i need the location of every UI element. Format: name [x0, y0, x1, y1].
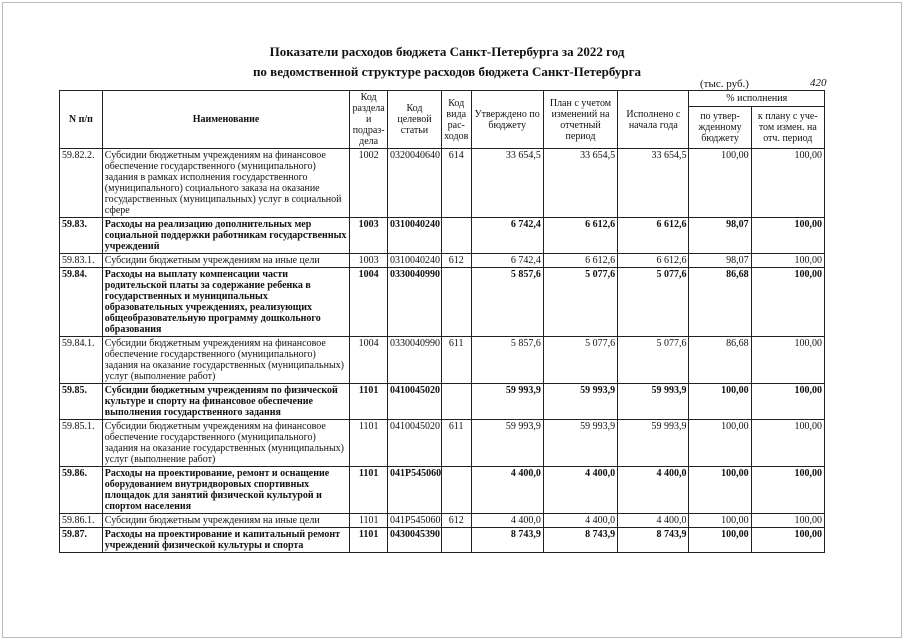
row-pct-plan: 100,00: [751, 268, 824, 337]
row-plan: 59 993,9: [543, 420, 617, 467]
row-plan: 5 077,6: [543, 268, 617, 337]
row-number: 59.84.: [60, 268, 103, 337]
table-body: [60, 149, 825, 553]
row-executed: 5 077,6: [618, 337, 689, 384]
row-target-code: 0320040640: [387, 149, 441, 218]
row-target-code: 0330040990: [387, 268, 441, 337]
row-number: 59.83.1.: [60, 254, 103, 268]
row-target-code: 0430045390: [387, 528, 441, 553]
row-plan: 4 400,0: [543, 514, 617, 528]
row-name: Субсидии бюджетным учреждениям на финансовое обеспечение государственного (муниципального) задания на оказание государственных (муниципальных) услуг (выполнение работ): [102, 337, 350, 384]
table-row: [60, 149, 825, 218]
row-number: 59.82.2.: [60, 149, 103, 218]
header-approved: Утверждено по бюджету: [471, 91, 543, 149]
row-kind-code: 611: [441, 420, 471, 467]
row-number: 59.83.: [60, 218, 103, 254]
row-kind-code: 611: [441, 337, 471, 384]
header-plan: План с учетом изменений на отчетный период: [543, 91, 617, 149]
header-target: Код целевой статьи: [387, 91, 441, 149]
row-pct-plan: 100,00: [751, 337, 824, 384]
row-section-code: 1101: [350, 420, 388, 467]
row-target-code: 0410045020: [387, 420, 441, 467]
row-kind-code: [441, 268, 471, 337]
row-pct-plan: 100,00: [751, 254, 824, 268]
row-approved: 59 993,9: [471, 384, 543, 420]
row-executed: 8 743,9: [618, 528, 689, 553]
page-subtitle: по ведомственной структуре расходов бюджета Санкт-Петербурга: [252, 64, 642, 79]
row-pct-plan: 100,00: [751, 514, 824, 528]
row-name: Субсидии бюджетным учреждениям на финансовое обеспечение государственного (муниципального) задания в рамках исполнения государственного (муниципального) социального заказа на оказание государственных (муниципальных) услуг в социальной сфере: [102, 149, 350, 218]
row-number: 59.85.1.: [60, 420, 103, 467]
row-section-code: 1101: [350, 514, 388, 528]
row-target-code: 0410045020: [387, 384, 441, 420]
header-pct-plan: к плану с уче-том измен. на отч. период: [751, 107, 824, 149]
row-pct-approved: 100,00: [689, 384, 751, 420]
row-number: 59.85.: [60, 384, 103, 420]
row-pct-approved: 98,07: [689, 218, 751, 254]
table-row: [60, 467, 825, 514]
row-kind-code: 614: [441, 149, 471, 218]
row-section-code: 1101: [350, 467, 388, 514]
row-kind-code: [441, 467, 471, 514]
row-kind-code: 612: [441, 514, 471, 528]
row-plan: 6 612,6: [543, 218, 617, 254]
row-section-code: 1003: [350, 254, 388, 268]
row-pct-plan: 100,00: [751, 384, 824, 420]
row-pct-approved: 100,00: [689, 528, 751, 553]
unit-label: (тыс. руб.): [700, 78, 749, 90]
header-section: Код раздела и подраз-дела: [350, 91, 388, 149]
row-approved: 6 742,4: [471, 218, 543, 254]
row-pct-plan: 100,00: [751, 528, 824, 553]
row-target-code: 041P545060: [387, 467, 441, 514]
row-pct-approved: 100,00: [689, 420, 751, 467]
table-row: [60, 337, 825, 384]
row-pct-plan: 100,00: [751, 467, 824, 514]
row-number: 59.86.1.: [60, 514, 103, 528]
row-kind-code: 612: [441, 254, 471, 268]
row-approved: 6 742,4: [471, 254, 543, 268]
row-name: Расходы на проектирование, ремонт и оснащение оборудованием внутридворовых спортивных площадок для занятий физической культурой и спортом населения: [102, 467, 350, 514]
header-name: Наименование: [102, 91, 350, 149]
table-row: [60, 218, 825, 254]
row-target-code: 041P545060: [387, 514, 441, 528]
table-row: [60, 514, 825, 528]
row-name: Субсидии бюджетным учреждениям на иные цели: [102, 514, 350, 528]
row-plan: 33 654,5: [543, 149, 617, 218]
row-section-code: 1002: [350, 149, 388, 218]
row-approved: 5 857,6: [471, 337, 543, 384]
table-row: [60, 528, 825, 553]
header-executed: Исполнено с начала года: [618, 91, 689, 149]
row-approved: 8 743,9: [471, 528, 543, 553]
header-pct-approved: по утвер-жденному бюджету: [689, 107, 751, 149]
row-section-code: 1004: [350, 268, 388, 337]
table-row: [60, 384, 825, 420]
row-plan: 8 743,9: [543, 528, 617, 553]
row-approved: 33 654,5: [471, 149, 543, 218]
table-row: [60, 254, 825, 268]
row-pct-approved: 98,07: [689, 254, 751, 268]
row-kind-code: [441, 528, 471, 553]
row-section-code: 1003: [350, 218, 388, 254]
row-number: 59.84.1.: [60, 337, 103, 384]
row-name: Субсидии бюджетным учреждениям на финансовое обеспечение государственного (муниципального) задания на оказание государственных (муниципальных) услуг (выполнение работ): [102, 420, 350, 467]
row-executed: 4 400,0: [618, 514, 689, 528]
header-pct-group: % исполнения: [689, 91, 825, 107]
row-name: Субсидии бюджетным учреждениям на иные цели: [102, 254, 350, 268]
row-target-code: 0310040240: [387, 218, 441, 254]
header-kind: Код вида рас-ходов: [441, 91, 471, 149]
header-num: N п/п: [60, 91, 103, 149]
row-pct-approved: 86,68: [689, 268, 751, 337]
row-plan: 6 612,6: [543, 254, 617, 268]
budget-table: [59, 90, 825, 553]
row-pct-approved: 100,00: [689, 149, 751, 218]
row-number: 59.87.: [60, 528, 103, 553]
row-pct-approved: 100,00: [689, 467, 751, 514]
row-name: Расходы на реализацию дополнительных мер социальной поддержки работникам государственных учреждений: [102, 218, 350, 254]
row-plan: 59 993,9: [543, 384, 617, 420]
row-target-code: 0310040240: [387, 254, 441, 268]
row-plan: 5 077,6: [543, 337, 617, 384]
row-pct-approved: 100,00: [689, 514, 751, 528]
row-pct-plan: 100,00: [751, 149, 824, 218]
row-kind-code: [441, 218, 471, 254]
row-executed: 5 077,6: [618, 268, 689, 337]
row-name: Субсидии бюджетным учреждениям по физической культуре и спорту на финансовое обеспечение выполнения государственного задания: [102, 384, 350, 420]
row-name: Расходы на выплату компенсации части родительской платы за содержание ребенка в государственных и муниципальных образовательных учреждениях, реализующих общеобразовательную программу дошкольного образования: [102, 268, 350, 337]
row-executed: 4 400,0: [618, 467, 689, 514]
row-approved: 59 993,9: [471, 420, 543, 467]
row-target-code: 0330040990: [387, 337, 441, 384]
row-executed: 33 654,5: [618, 149, 689, 218]
table-row: [60, 420, 825, 467]
row-kind-code: [441, 384, 471, 420]
row-number: 59.86.: [60, 467, 103, 514]
table-row: [60, 268, 825, 337]
header-row: [60, 91, 825, 107]
page-number: 420: [810, 77, 827, 89]
row-approved: 4 400,0: [471, 514, 543, 528]
row-executed: 6 612,6: [618, 218, 689, 254]
row-section-code: 1101: [350, 528, 388, 553]
row-pct-plan: 100,00: [751, 420, 824, 467]
row-name: Расходы на проектирование и капитальный ремонт учреждений физической культуры и спорта: [102, 528, 350, 553]
row-plan: 4 400,0: [543, 467, 617, 514]
row-executed: 59 993,9: [618, 384, 689, 420]
page-title: Показатели расходов бюджета Санкт-Петербурга за 2022 год: [269, 44, 625, 59]
row-approved: 5 857,6: [471, 268, 543, 337]
row-approved: 4 400,0: [471, 467, 543, 514]
row-pct-plan: 100,00: [751, 218, 824, 254]
row-section-code: 1101: [350, 384, 388, 420]
row-executed: 59 993,9: [618, 420, 689, 467]
row-section-code: 1004: [350, 337, 388, 384]
row-pct-approved: 86,68: [689, 337, 751, 384]
row-executed: 6 612,6: [618, 254, 689, 268]
